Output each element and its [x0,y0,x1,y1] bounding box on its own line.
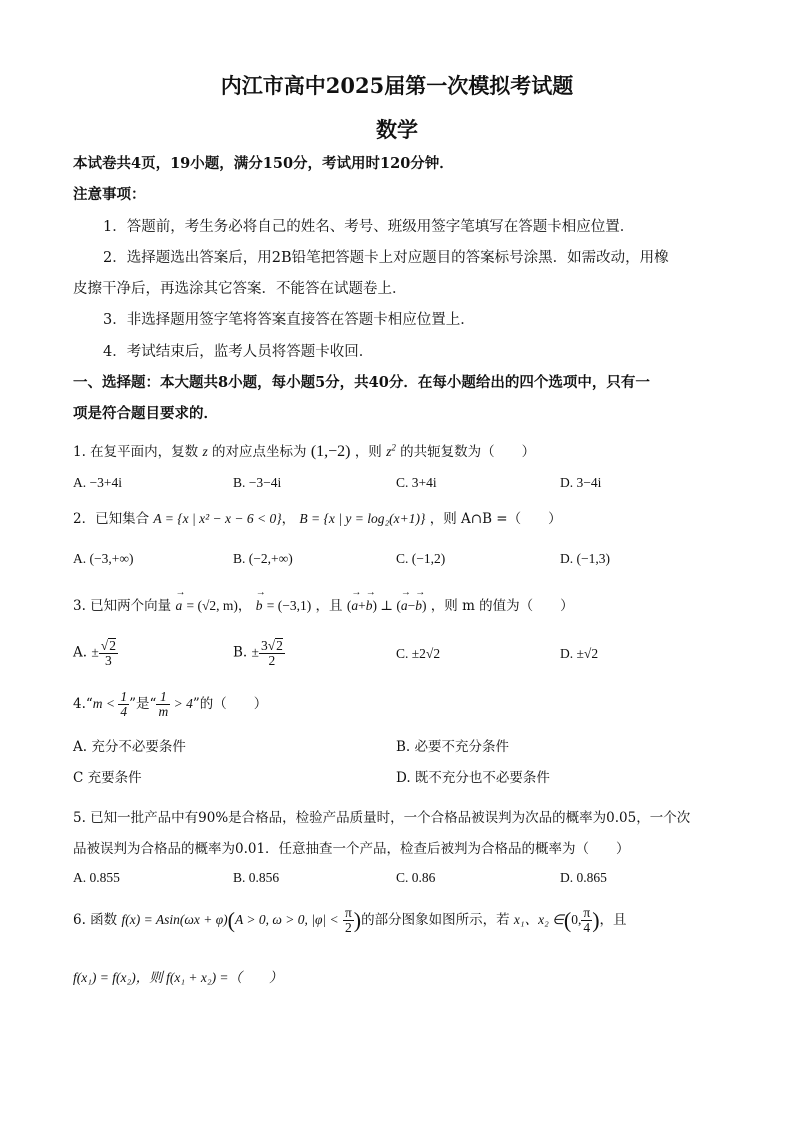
exam-title: 内江市高中2025届第一次模拟考试题 [220,73,574,98]
question-3: 3. 已知两个向量 → a = (√2, m)， → b = (−3,1) ，且 (→ a+→ b) ⊥ (→ a−→ b) ，则 m 的值为（ ） [73,594,574,614]
note-3: 3．非选择题用签字笔将答案直接答在答题卡相应位置上． [103,312,475,328]
q4-condition-1: m < $\frac{1}{4}$ [92,689,128,720]
q4-mid: ”是“ [129,695,157,712]
q1-suffix: 的共轭复数为（ ） [400,444,536,460]
notes-heading: 注意事项： [73,186,146,203]
q3-vector-a-value: = (√2, m) [186,598,238,613]
question-1 [73,440,535,461]
q3-option-b[interactable]: B. ± $\frac{3√2}{2}$ [233,638,283,669]
q3-prefix: 3. 已知两个向量 [73,598,172,614]
q5-option-d[interactable]: D. 0.865 [560,870,607,885]
q4-condition-2: $\frac{1}{m}$ > 4 [158,689,193,720]
q4-option-b[interactable]: B. 必要不充分条件 [396,739,510,755]
q2-suffix: ，则 A∩B =（ ） [429,511,562,527]
q6-pi-over-4: $\frac{\pi}{4}$ [583,905,591,936]
q3-vector-b-value: = (−3,1) [266,598,312,613]
question-4 [73,690,267,719]
q4-option-a[interactable]: A. 充分不必要条件 [73,739,186,755]
q1-option-d[interactable]: D. 3−4i [560,475,602,490]
q1-point: (1,−2) [310,443,351,460]
note-2: 2．选择题选出答案后，用2B铅笔把答题卡上对应题目的答案标号涂黑．如需改动，用橡 [103,250,669,266]
q2-option-b[interactable]: B. (−2,+∞) [233,551,293,566]
q1-option-c[interactable]: C. 3+4i [396,475,437,490]
q1-mid: 的对应点坐标为 [212,444,307,460]
question-6: 6. 函数 f(x) = Asin(ωx + φ)(A > 0, ω > 0, |φ| < $\frac{\pi}{2}$ )的部分图象如图所示，若 x₁、x₂ ∈(0, $\frac{\pi}{4}$ )，且 [73,905,627,936]
q6-vars: x₁、x₂ ∈ [513,912,564,928]
q6-tail: ，且 [599,912,627,929]
q3-vector-a: → a [175,598,182,614]
q6-prefix: 6. 函数 [73,912,118,929]
question-5-continued: 品被误判为合格品的概率为0.01．任意抽查一个产品，检查后被判为合格品的概率为（ ） [73,841,630,857]
question-2: 2．已知集合 A = {x | x² − x − 6 < 0}， B = {x | y = log₂(x+1)} ，则 A∩B =（ ） [73,511,562,527]
q3-perp-condition: (→ a+→ b) ⊥ (→ a−→ b) [347,598,427,613]
q2-set-b: B = {x | y = log₂(x+1)} [299,511,426,526]
q1-prefix: 1. 在复平面内，复数 [73,444,199,460]
q1-z-squared: $z^2$ [386,442,396,459]
q3-option-a[interactable]: A. ± $\frac{√2}{3}$ [73,638,116,669]
q6-mid: 的部分图象如图所示，若 [361,912,510,929]
q3-option-a-fraction: $\frac{√2}{3}$ [100,638,116,669]
q1-option-b[interactable]: B. −3−4i [233,475,282,490]
q3-vector-b: → b [256,598,263,614]
exam-intro: 本试卷共4页，19小题，满分150分，考试用时120分钟． [73,155,454,172]
q6-pi-over-2: $\frac{\pi}{2}$ [344,905,352,936]
q3-option-a-label: A. [73,644,88,661]
note-1: 1．答题前，考生务必将自己的姓名、考号、班级用签字笔填写在答题卡相应位置． [103,219,635,235]
note-4: 4．考试结束后，监考人员将答题卡收回． [103,344,374,360]
q1-var-z: z [202,444,208,459]
q5-option-c[interactable]: C. 0.86 [396,870,436,885]
q3-suffix: ，则 m 的值为（ ） [430,598,574,614]
note-2-continued: 皮擦干净后，再选涂其它答案．不能答在试题卷上． [73,281,407,297]
q4-option-c[interactable]: C 充要条件 [73,770,142,786]
section-heading-continued: 项是符合题目要求的． [73,405,218,422]
q6-condition: A > 0, ω > 0, |φ| < [235,912,339,928]
question-6-continued: f(x₁) = f(x₂)，则 f(x₁ + x₂) =（ ） [73,970,283,985]
q3-option-b-fraction: $\frac{3√2}{2}$ [260,638,283,669]
question-5: 5. 已知一批产品中有90%是合格品，检验产品质量时，一个合格品被误判为次品的概率为0.05，一个次 [73,810,691,826]
q3-option-b-label: B. [233,644,248,661]
q6-function: f(x) = Asin(ωx + φ) [121,912,228,928]
q3-option-c[interactable]: C. ±2√2 [396,646,441,661]
q6-interval: 0, [571,912,582,928]
q5-option-b[interactable]: B. 0.856 [233,870,280,885]
q2-prefix: 2．已知集合 [73,511,150,527]
q4-suffix: ”的（ ） [192,695,268,712]
q2-set-a: A = {x | x² − x − 6 < 0} [153,511,282,526]
q2-option-c[interactable]: C. (−1,2) [396,551,446,566]
section-heading: 一、选择题：本大题共8小题，每小题5分，共40分．在每小题给出的四个选项中，只有一 [73,374,650,391]
q4-option-d[interactable]: D. 既不充分也不必要条件 [396,770,550,786]
q1-mid2: ，则 [354,444,382,460]
subject-title: 数学 [376,117,418,142]
q3-condition-label: ，且 [315,598,343,614]
q1-option-a[interactable]: A. −3+4i [73,475,122,490]
q5-option-a[interactable]: A. 0.855 [73,870,120,885]
q2-option-a[interactable]: A. (−3,+∞) [73,551,134,566]
q3-option-d[interactable]: D. ±√2 [560,646,599,661]
q4-prefix: 4.“ [73,695,93,712]
q2-option-d[interactable]: D. (−1,3) [560,551,610,566]
